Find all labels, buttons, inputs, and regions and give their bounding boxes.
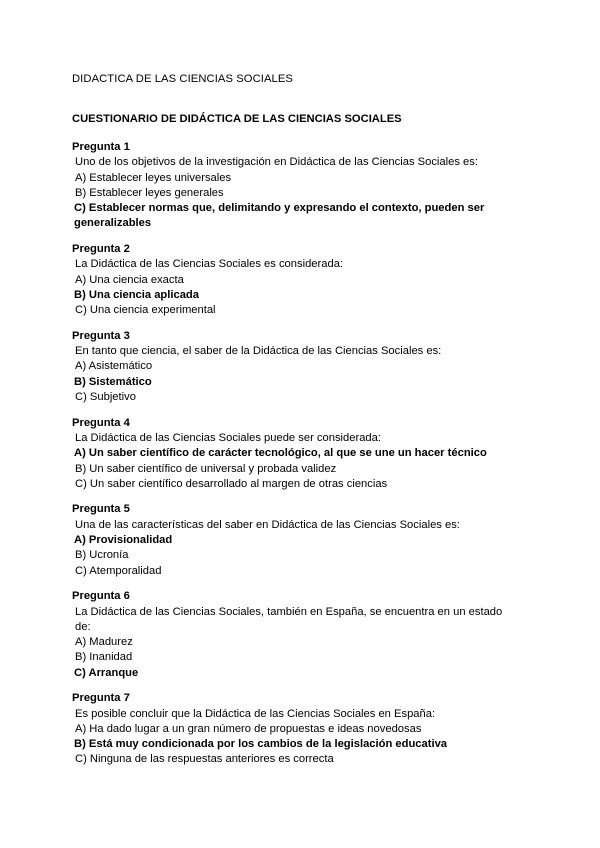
answer-option: A) Una ciencia exacta: [75, 273, 184, 286]
correct-answer-option: A) Un saber científico de carácter tecnológico, al que se une un hacer técnico: [74, 447, 487, 460]
question-title: Pregunta 6: [72, 590, 130, 603]
answer-option: C) Un saber científico desarrollado al margen de otras ciencias: [75, 477, 388, 490]
question-block: [72, 242, 512, 318]
correct-answer-option: A) Provisionalidad: [74, 534, 173, 547]
answer-option: C) Ninguna de las respuestas anteriores es correcta: [75, 753, 334, 766]
answer-option: C) Una ciencia experimental: [75, 304, 216, 317]
answer-option: B) Ucronía: [75, 549, 129, 562]
question-text: Una de las características del saber en Didáctica de las Ciencias Sociales es:: [75, 518, 460, 531]
question-text: La Didáctica de las Ciencias Sociales es considerada:: [75, 258, 344, 271]
document-header: DIDACTICA DE LAS CIENCIAS SOCIALES: [72, 73, 293, 85]
answer-option: B) Un saber científico de universal y probada validez: [75, 462, 337, 475]
answer-option: A) Asistemático: [75, 360, 153, 373]
correct-answer-option: C) Establecer normas que, delimitando y expresando el contexto, pueden ser generalizables: [74, 202, 485, 230]
question-title: Pregunta 4: [72, 416, 130, 429]
question-text: La Didáctica de las Ciencias Sociales puede ser considerada:: [75, 431, 381, 444]
question-block: [72, 140, 512, 232]
question-block: [72, 502, 512, 578]
question-block: [72, 691, 512, 767]
correct-answer-option: B) Sistemático: [74, 375, 152, 388]
question-title: Pregunta 2: [72, 243, 130, 256]
question-title: Pregunta 1: [72, 141, 130, 153]
document-title: CUESTIONARIO DE DIDÁCTICA DE LAS CIENCIAS SOCIALES: [72, 113, 402, 125]
answer-option: B) Inanidad: [75, 651, 133, 664]
answer-option: A) Ha dado lugar a un gran número de propuestas e ideas novedosas: [75, 722, 422, 735]
answer-option: C) Subjetivo: [75, 391, 136, 404]
question-block: [72, 589, 512, 681]
answer-option: A) Establecer leyes universales: [75, 171, 232, 184]
question-block: [72, 416, 512, 492]
correct-answer-option: C) Arranque: [74, 666, 139, 679]
question-text: Uno de los objetivos de la investigación en Didáctica de las Ciencias Sociales es:: [75, 156, 478, 169]
questions-list: [72, 140, 512, 778]
question-title: Pregunta 5: [72, 503, 130, 516]
question-title: Pregunta 7: [72, 692, 130, 705]
answer-option: A) Madurez: [75, 636, 133, 649]
question-title: Pregunta 3: [72, 329, 130, 342]
correct-answer-option: B) Está muy condicionada por los cambios de la legislación educativa: [74, 738, 448, 751]
correct-answer-option: B) Una ciencia aplicada: [74, 288, 199, 301]
answer-option: B) Establecer leyes generales: [75, 186, 224, 199]
question-text: Es posible concluir que la Didáctica de las Ciencias Sociales en España:: [75, 707, 436, 720]
question-text: En tanto que ciencia, el saber de la Didáctica de las Ciencias Sociales es:: [75, 345, 442, 358]
answer-option: C) Atemporalidad: [75, 564, 162, 577]
question-text: La Didáctica de las Ciencias Sociales, también en España, se encuentra en un estado de:: [75, 605, 503, 633]
question-block: [72, 329, 512, 405]
